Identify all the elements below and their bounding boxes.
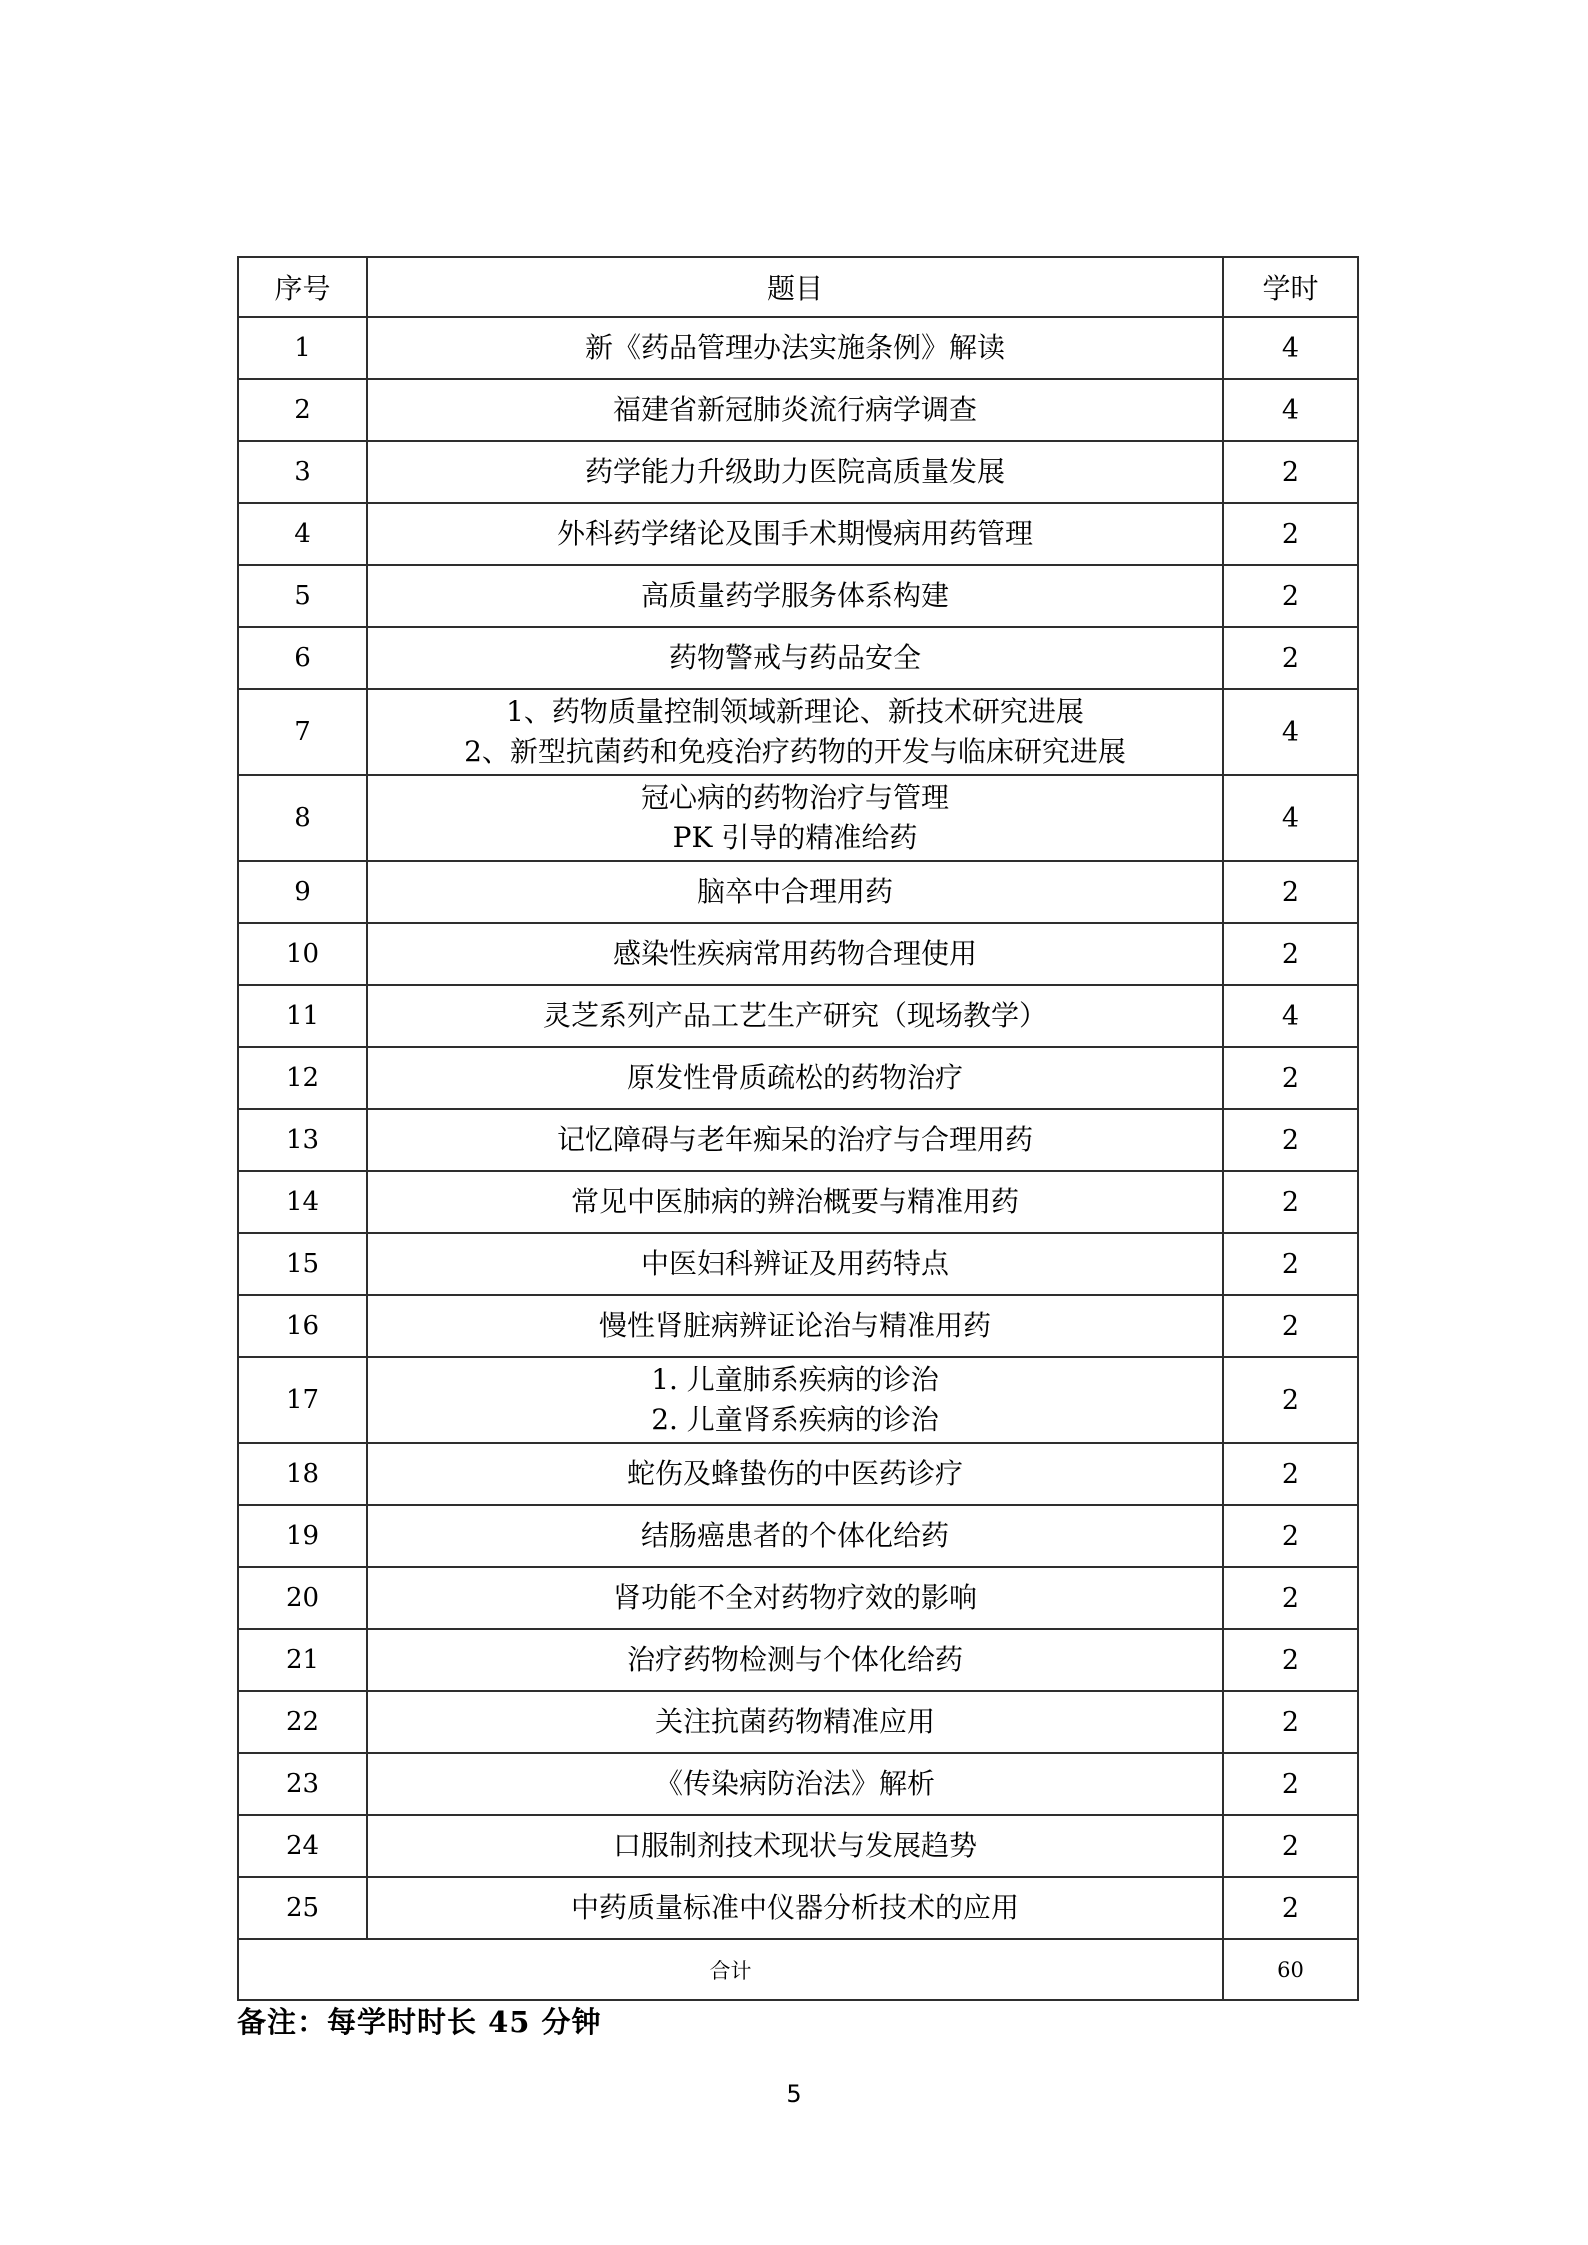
row-hours: 2 bbox=[1223, 1295, 1358, 1357]
row-title-line: 2、新型抗菌药和免疫治疗药物的开发与临床研究进展 bbox=[464, 735, 1126, 768]
row-number: 3 bbox=[238, 441, 367, 503]
header-hours: 学时 bbox=[1223, 257, 1358, 317]
row-hours: 2 bbox=[1223, 1815, 1358, 1877]
row-title-line: 口服制剂技术现状与发展趋势 bbox=[612, 1829, 977, 1862]
row-number: 7 bbox=[238, 689, 367, 775]
row-hours: 4 bbox=[1223, 985, 1358, 1047]
table-row bbox=[238, 1629, 1358, 1691]
table-row bbox=[238, 1815, 1358, 1877]
row-number: 6 bbox=[238, 627, 367, 689]
row-number: 1 bbox=[238, 317, 367, 379]
row-title bbox=[367, 861, 1223, 923]
row-hours: 2 bbox=[1223, 923, 1358, 985]
row-title-line: 新《药品管理办法实施条例》解读 bbox=[584, 331, 1005, 364]
row-hours: 4 bbox=[1223, 689, 1358, 775]
row-title bbox=[367, 503, 1223, 565]
row-number: 22 bbox=[238, 1691, 367, 1753]
row-title-line: 《传染病防治法》解析 bbox=[654, 1767, 935, 1800]
table-row bbox=[238, 923, 1358, 985]
row-title bbox=[367, 1629, 1223, 1691]
table-row bbox=[238, 317, 1358, 379]
row-title-line: 药学能力升级助力医院高质量发展 bbox=[584, 455, 1005, 488]
table-row bbox=[238, 1295, 1358, 1357]
table-row bbox=[238, 1171, 1358, 1233]
row-title-line: 2. 儿童肾系疾病的诊治 bbox=[651, 1403, 939, 1436]
row-title-line: 外科药学绪论及围手术期慢病用药管理 bbox=[556, 517, 1033, 550]
header-title: 题目 bbox=[367, 257, 1223, 317]
row-title-line: 结肠癌患者的个体化给药 bbox=[640, 1519, 949, 1552]
total-value: 60 bbox=[1223, 1939, 1358, 2000]
row-title-line: 蛇伤及蜂蛰伤的中医药诊疗 bbox=[626, 1457, 963, 1490]
row-number: 24 bbox=[238, 1815, 367, 1877]
row-title bbox=[367, 1815, 1223, 1877]
row-number: 21 bbox=[238, 1629, 367, 1691]
row-hours: 2 bbox=[1223, 1505, 1358, 1567]
row-number: 16 bbox=[238, 1295, 367, 1357]
row-title-line: 记忆障碍与老年痴呆的治疗与合理用药 bbox=[556, 1123, 1033, 1156]
row-title bbox=[367, 1109, 1223, 1171]
row-number: 20 bbox=[238, 1567, 367, 1629]
row-hours: 2 bbox=[1223, 1443, 1358, 1505]
row-title bbox=[367, 1171, 1223, 1233]
header-row bbox=[238, 257, 1358, 317]
table-row bbox=[238, 1233, 1358, 1295]
row-hours: 2 bbox=[1223, 1047, 1358, 1109]
row-hours: 2 bbox=[1223, 1109, 1358, 1171]
row-title bbox=[367, 985, 1223, 1047]
row-title-line: 冠心病的药物治疗与管理 bbox=[640, 781, 949, 814]
row-hours: 2 bbox=[1223, 861, 1358, 923]
row-title bbox=[367, 689, 1223, 775]
row-title-line: 福建省新冠肺炎流行病学调查 bbox=[612, 393, 977, 426]
table-row bbox=[238, 1691, 1358, 1753]
row-number: 5 bbox=[238, 565, 367, 627]
row-hours: 2 bbox=[1223, 1357, 1358, 1443]
row-title bbox=[367, 1567, 1223, 1629]
note: 备注：每学时时长 45 分钟 bbox=[237, 2005, 602, 2039]
row-number: 2 bbox=[238, 379, 367, 441]
row-title-line: 原发性骨质疏松的药物治疗 bbox=[626, 1061, 963, 1094]
table-row bbox=[238, 1877, 1358, 1939]
table-row bbox=[238, 861, 1358, 923]
row-title-line: 高质量药学服务体系构建 bbox=[640, 579, 949, 612]
row-hours: 2 bbox=[1223, 565, 1358, 627]
row-number: 9 bbox=[238, 861, 367, 923]
row-hours: 2 bbox=[1223, 1691, 1358, 1753]
row-title bbox=[367, 1691, 1223, 1753]
row-title-line: 治疗药物检测与个体化给药 bbox=[626, 1643, 963, 1676]
row-title bbox=[367, 1047, 1223, 1109]
row-title-line: 灵芝系列产品工艺生产研究（现场教学） bbox=[542, 999, 1047, 1032]
row-title-line: 1、药物质量控制领域新理论、新技术研究进展 bbox=[506, 695, 1084, 728]
table-row bbox=[238, 565, 1358, 627]
row-title bbox=[367, 1233, 1223, 1295]
table-row bbox=[238, 503, 1358, 565]
row-title-line: 中医妇科辨证及用药特点 bbox=[640, 1247, 949, 1280]
row-number: 11 bbox=[238, 985, 367, 1047]
row-number: 10 bbox=[238, 923, 367, 985]
row-title bbox=[367, 379, 1223, 441]
row-title bbox=[367, 1443, 1223, 1505]
row-number: 4 bbox=[238, 503, 367, 565]
row-number: 19 bbox=[238, 1505, 367, 1567]
table-footer bbox=[238, 1939, 1358, 2000]
page-number: 5 bbox=[786, 2080, 802, 2108]
row-title bbox=[367, 627, 1223, 689]
total-label: 合计 bbox=[238, 1939, 1223, 2000]
row-title-line: 感染性疾病常用药物合理使用 bbox=[612, 937, 977, 970]
row-title-line: 1. 儿童肺系疾病的诊治 bbox=[651, 1363, 939, 1396]
row-number: 12 bbox=[238, 1047, 367, 1109]
table-body bbox=[238, 317, 1358, 1939]
row-title-line: 中药质量标准中仪器分析技术的应用 bbox=[570, 1891, 1019, 1924]
row-title bbox=[367, 1753, 1223, 1815]
row-number: 23 bbox=[238, 1753, 367, 1815]
table-row bbox=[238, 1567, 1358, 1629]
row-title-line: 常见中医肺病的辨治概要与精准用药 bbox=[570, 1185, 1019, 1218]
table-row bbox=[238, 1357, 1358, 1443]
row-title bbox=[367, 1295, 1223, 1357]
table-row bbox=[238, 1753, 1358, 1815]
row-title-line: PK 引导的精准给药 bbox=[672, 821, 918, 854]
row-title bbox=[367, 1505, 1223, 1567]
row-title bbox=[367, 923, 1223, 985]
row-hours: 4 bbox=[1223, 775, 1358, 861]
row-hours: 2 bbox=[1223, 441, 1358, 503]
row-hours: 2 bbox=[1223, 1877, 1358, 1939]
table-row bbox=[238, 1109, 1358, 1171]
row-number: 8 bbox=[238, 775, 367, 861]
row-title bbox=[367, 441, 1223, 503]
table-row bbox=[238, 627, 1358, 689]
row-number: 17 bbox=[238, 1357, 367, 1443]
row-title-line: 关注抗菌药物精准应用 bbox=[654, 1705, 935, 1738]
row-hours: 2 bbox=[1223, 627, 1358, 689]
table-header bbox=[238, 257, 1358, 317]
row-hours: 2 bbox=[1223, 1629, 1358, 1691]
row-title-line: 肾功能不全对药物疗效的影响 bbox=[612, 1581, 977, 1614]
table-row bbox=[238, 689, 1358, 775]
total-row bbox=[238, 1939, 1358, 2000]
row-hours: 2 bbox=[1223, 503, 1358, 565]
row-number: 14 bbox=[238, 1171, 367, 1233]
course-hours-table bbox=[237, 256, 1359, 2001]
row-title bbox=[367, 1357, 1223, 1443]
row-title bbox=[367, 1877, 1223, 1939]
table-row bbox=[238, 1505, 1358, 1567]
table-row bbox=[238, 441, 1358, 503]
row-number: 18 bbox=[238, 1443, 367, 1505]
row-title bbox=[367, 775, 1223, 861]
table-row bbox=[238, 985, 1358, 1047]
row-title bbox=[367, 565, 1223, 627]
table-row bbox=[238, 775, 1358, 861]
row-hours: 2 bbox=[1223, 1233, 1358, 1295]
row-title-line: 慢性肾脏病辨证论治与精准用药 bbox=[598, 1309, 991, 1342]
row-hours: 2 bbox=[1223, 1171, 1358, 1233]
table-row bbox=[238, 379, 1358, 441]
row-title-line: 脑卒中合理用药 bbox=[696, 875, 893, 908]
table-row bbox=[238, 1047, 1358, 1109]
header-no: 序号 bbox=[238, 257, 367, 317]
row-number: 15 bbox=[238, 1233, 367, 1295]
row-hours: 4 bbox=[1223, 379, 1358, 441]
row-number: 25 bbox=[238, 1877, 367, 1939]
row-hours: 2 bbox=[1223, 1567, 1358, 1629]
row-hours: 4 bbox=[1223, 317, 1358, 379]
table-row bbox=[238, 1443, 1358, 1505]
row-number: 13 bbox=[238, 1109, 367, 1171]
row-title bbox=[367, 317, 1223, 379]
row-hours: 2 bbox=[1223, 1753, 1358, 1815]
row-title-line: 药物警戒与药品安全 bbox=[668, 641, 921, 674]
